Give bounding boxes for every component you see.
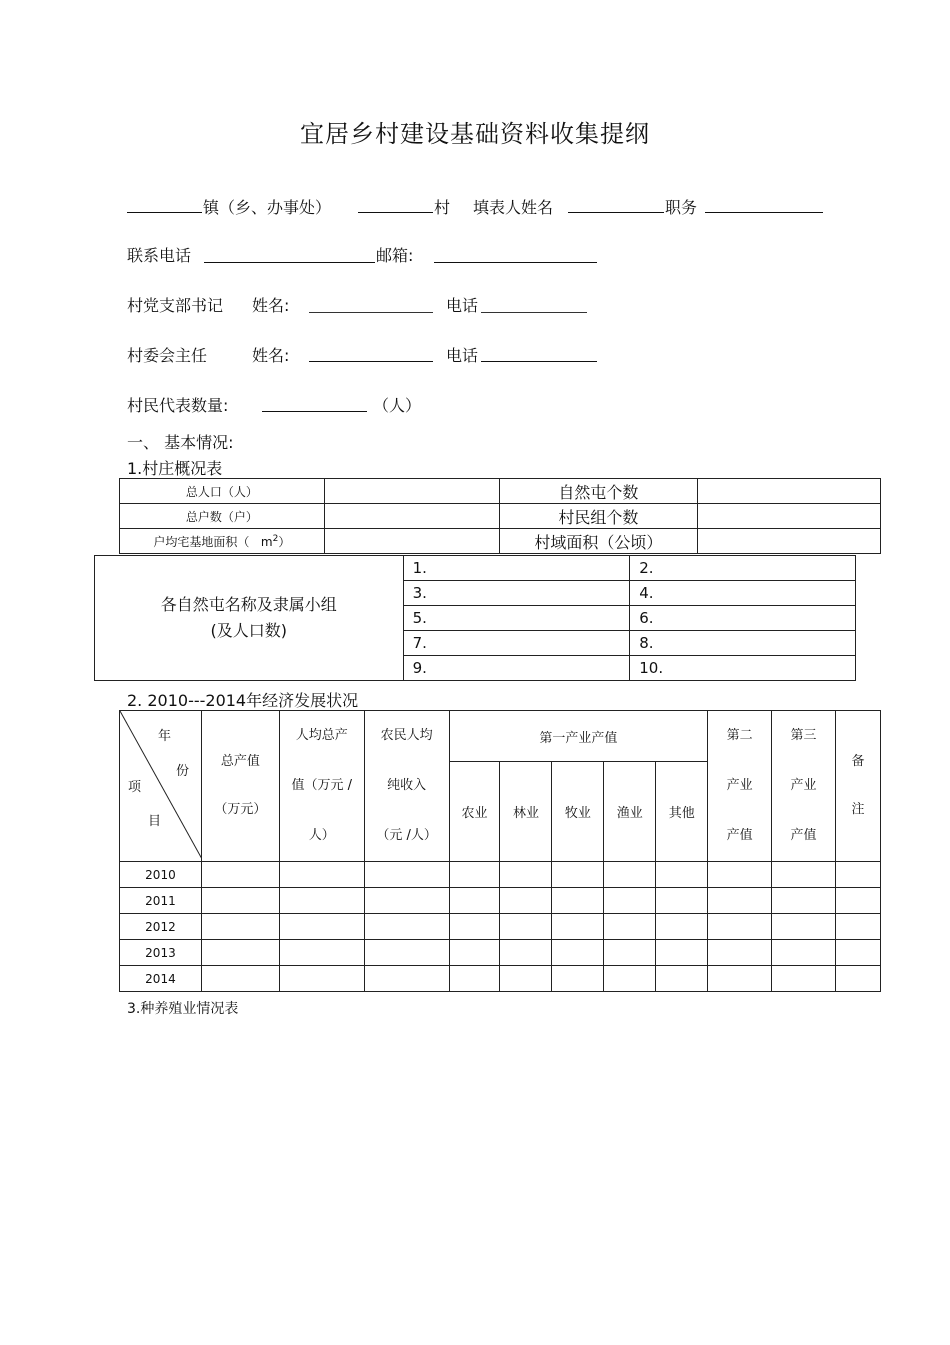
per-capita-line2: 值（万元 / <box>291 778 352 793</box>
natural-villages-cell[interactable] <box>698 479 881 504</box>
data-cell[interactable] <box>656 914 708 940</box>
data-cell[interactable] <box>500 966 552 992</box>
year-rows <box>120 862 881 992</box>
data-cell[interactable] <box>201 862 279 888</box>
year-row <box>120 862 881 888</box>
hamlet-cell[interactable]: 9. <box>403 656 630 681</box>
reps-label: 村民代表数量: <box>127 396 229 415</box>
homestead-prefix: 户均宅基地面积（ <box>153 534 250 549</box>
homestead-suffix: ） <box>278 534 291 549</box>
hamlet-cell[interactable]: 5. <box>403 606 630 631</box>
hamlet-cell[interactable]: 4. <box>630 581 856 606</box>
hamlet-cell[interactable]: 8. <box>630 631 856 656</box>
hamlet-cell[interactable]: 1. <box>403 556 630 581</box>
hamlet-cell[interactable]: 6. <box>630 606 856 631</box>
remark-line1: 备 <box>851 754 865 769</box>
email-label: 邮箱: <box>376 246 414 265</box>
section-1-heading: 一、 基本情况: <box>127 433 234 452</box>
income-line1: 农民人均 <box>380 728 433 743</box>
income-line2: 纯收入 <box>387 778 427 793</box>
homestead-area-label <box>120 529 325 554</box>
data-cell[interactable] <box>708 914 772 940</box>
data-cell[interactable] <box>772 940 836 966</box>
homestead-sup: 2 <box>272 533 279 544</box>
reps-unit: （人） <box>373 396 422 415</box>
hamlets-table <box>94 555 856 681</box>
hamlets-label-line1: 各自然屯名称及隶属小组 <box>160 595 337 614</box>
tertiary-line1: 第三 <box>790 728 817 743</box>
per-capita-line1: 人均总产 <box>295 728 348 743</box>
tertiary-line2: 产业 <box>790 778 817 793</box>
primary-industry-header: 第一产业产值 <box>449 711 708 762</box>
secondary-line2: 产业 <box>726 778 753 793</box>
village-label: 村 <box>434 198 451 217</box>
reps-field[interactable] <box>262 411 367 412</box>
data-cell[interactable] <box>835 940 880 966</box>
year-label: 2013 <box>120 940 202 966</box>
year-row <box>120 966 881 992</box>
forestry-header: 林业 <box>500 762 552 862</box>
data-cell[interactable] <box>552 888 604 914</box>
total-output-label: 总产值 <box>220 754 260 769</box>
data-cell[interactable] <box>708 862 772 888</box>
population-cell[interactable] <box>324 479 499 504</box>
secondary-line1: 第二 <box>726 728 753 743</box>
secondary-industry-header <box>708 711 772 862</box>
data-cell[interactable] <box>500 914 552 940</box>
income-header <box>364 711 449 862</box>
position-label: 职务 <box>665 198 698 217</box>
filler-name-label: 填表人姓名 <box>473 198 554 217</box>
year-label: 2011 <box>120 888 202 914</box>
data-cell[interactable] <box>708 888 772 914</box>
director-name-field[interactable] <box>309 361 433 362</box>
fishery-header: 渔业 <box>604 762 656 862</box>
data-cell[interactable] <box>279 966 364 992</box>
other-header: 其他 <box>656 762 708 862</box>
town-label: 镇（乡、办事处） <box>203 198 332 217</box>
remark-line2: 注 <box>851 802 865 817</box>
data-cell[interactable] <box>500 888 552 914</box>
data-cell[interactable] <box>449 862 500 888</box>
data-cell[interactable] <box>604 940 656 966</box>
village-field[interactable] <box>358 212 433 213</box>
table-3-title: 3.种养殖业情况表 <box>127 1001 239 1017</box>
secretary-tel-field[interactable] <box>481 312 587 313</box>
hamlet-cell[interactable]: 3. <box>403 581 630 606</box>
income-line3: （元 /人） <box>376 828 437 843</box>
data-cell[interactable] <box>656 888 708 914</box>
director-tel-field[interactable] <box>481 361 597 362</box>
data-cell[interactable] <box>500 862 552 888</box>
filler-name-field[interactable] <box>568 212 664 213</box>
husbandry-header: 牧业 <box>552 762 604 862</box>
diagonal-header <box>120 711 202 862</box>
data-cell[interactable] <box>656 940 708 966</box>
data-cell[interactable] <box>279 862 364 888</box>
village-overview-table <box>119 478 881 554</box>
hamlets-label-line2: (及人口数) <box>210 621 288 640</box>
data-cell[interactable] <box>604 862 656 888</box>
total-output-header <box>201 711 279 862</box>
data-cell[interactable] <box>552 862 604 888</box>
data-cell[interactable] <box>772 888 836 914</box>
year-row <box>120 888 881 914</box>
hamlets-label <box>95 556 404 681</box>
data-cell[interactable] <box>449 966 500 992</box>
village-groups-cell[interactable] <box>698 504 881 529</box>
phone-label: 联系电话 <box>127 246 192 265</box>
data-cell[interactable] <box>656 862 708 888</box>
data-cell[interactable] <box>772 862 836 888</box>
village-area-label: 村域面积（公顷） <box>499 529 698 554</box>
data-cell[interactable] <box>835 914 880 940</box>
data-cell[interactable] <box>708 940 772 966</box>
data-cell[interactable] <box>552 914 604 940</box>
data-cell[interactable] <box>772 914 836 940</box>
secondary-line3: 产值 <box>726 828 753 843</box>
year-label: 2012 <box>120 914 202 940</box>
data-cell[interactable] <box>201 966 279 992</box>
data-cell[interactable] <box>708 966 772 992</box>
population-label: 总人口（人） <box>120 479 325 504</box>
table-1-title: 1.村庄概况表 <box>127 459 223 478</box>
phone-field[interactable] <box>204 262 375 263</box>
data-cell[interactable] <box>279 888 364 914</box>
data-cell[interactable] <box>449 914 500 940</box>
page-title: 宜居乡村建设基础资料收集提纲 <box>300 120 650 148</box>
per-capita-header <box>279 711 364 862</box>
economic-table <box>119 710 881 992</box>
total-output-unit: （万元） <box>214 802 267 817</box>
households-label: 总户数（户） <box>120 504 325 529</box>
director-name-label: 姓名: <box>252 346 290 365</box>
data-cell[interactable] <box>604 888 656 914</box>
diag-year: 年 <box>158 729 172 744</box>
data-cell[interactable] <box>364 966 449 992</box>
position-field[interactable] <box>705 212 823 213</box>
data-cell[interactable] <box>604 966 656 992</box>
data-cell[interactable] <box>201 888 279 914</box>
data-cell[interactable] <box>449 888 500 914</box>
year-label: 2010 <box>120 862 202 888</box>
data-cell[interactable] <box>201 940 279 966</box>
data-cell[interactable] <box>449 940 500 966</box>
hamlet-cell[interactable]: 10. <box>630 656 856 681</box>
data-cell[interactable] <box>656 966 708 992</box>
diag-mu: 目 <box>148 814 162 829</box>
village-groups-label: 村民组个数 <box>499 504 698 529</box>
secretary-name-label: 姓名: <box>252 296 290 315</box>
director-label: 村委会主任 <box>127 346 208 365</box>
village-area-cell[interactable] <box>698 529 881 554</box>
remark-header <box>835 711 880 862</box>
data-cell[interactable] <box>364 888 449 914</box>
hamlet-cell[interactable]: 2. <box>630 556 856 581</box>
tertiary-industry-header <box>772 711 836 862</box>
data-cell[interactable] <box>364 940 449 966</box>
tertiary-line3: 产值 <box>790 828 817 843</box>
data-cell[interactable] <box>835 862 880 888</box>
households-cell[interactable] <box>324 504 499 529</box>
data-cell[interactable] <box>552 940 604 966</box>
per-capita-line3: 人） <box>308 828 335 843</box>
natural-villages-label: 自然屯个数 <box>499 479 698 504</box>
data-cell[interactable] <box>772 966 836 992</box>
data-cell[interactable] <box>364 914 449 940</box>
secretary-name-field[interactable] <box>309 312 433 313</box>
town-field[interactable] <box>127 212 202 213</box>
year-row <box>120 940 881 966</box>
data-cell[interactable] <box>835 888 880 914</box>
hamlet-cell[interactable]: 7. <box>403 631 630 656</box>
year-row <box>120 914 881 940</box>
data-cell[interactable] <box>552 966 604 992</box>
table-2-title: 2. 2010---2014年经济发展状况 <box>127 691 359 710</box>
data-cell[interactable] <box>604 914 656 940</box>
data-cell[interactable] <box>364 862 449 888</box>
homestead-unit: m <box>260 534 273 549</box>
director-tel-label: 电话 <box>446 346 479 365</box>
data-cell[interactable] <box>201 914 279 940</box>
diag-fen: 份 <box>176 764 190 779</box>
secretary-label: 村党支部书记 <box>127 296 224 315</box>
data-cell[interactable] <box>835 966 880 992</box>
data-cell[interactable] <box>279 940 364 966</box>
year-label: 2014 <box>120 966 202 992</box>
data-cell[interactable] <box>500 940 552 966</box>
data-cell[interactable] <box>279 914 364 940</box>
homestead-area-cell[interactable] <box>324 529 499 554</box>
email-field[interactable] <box>434 262 597 263</box>
diag-xiang: 项 <box>128 780 142 795</box>
secretary-tel-label: 电话 <box>446 296 479 315</box>
agriculture-header: 农业 <box>449 762 500 862</box>
